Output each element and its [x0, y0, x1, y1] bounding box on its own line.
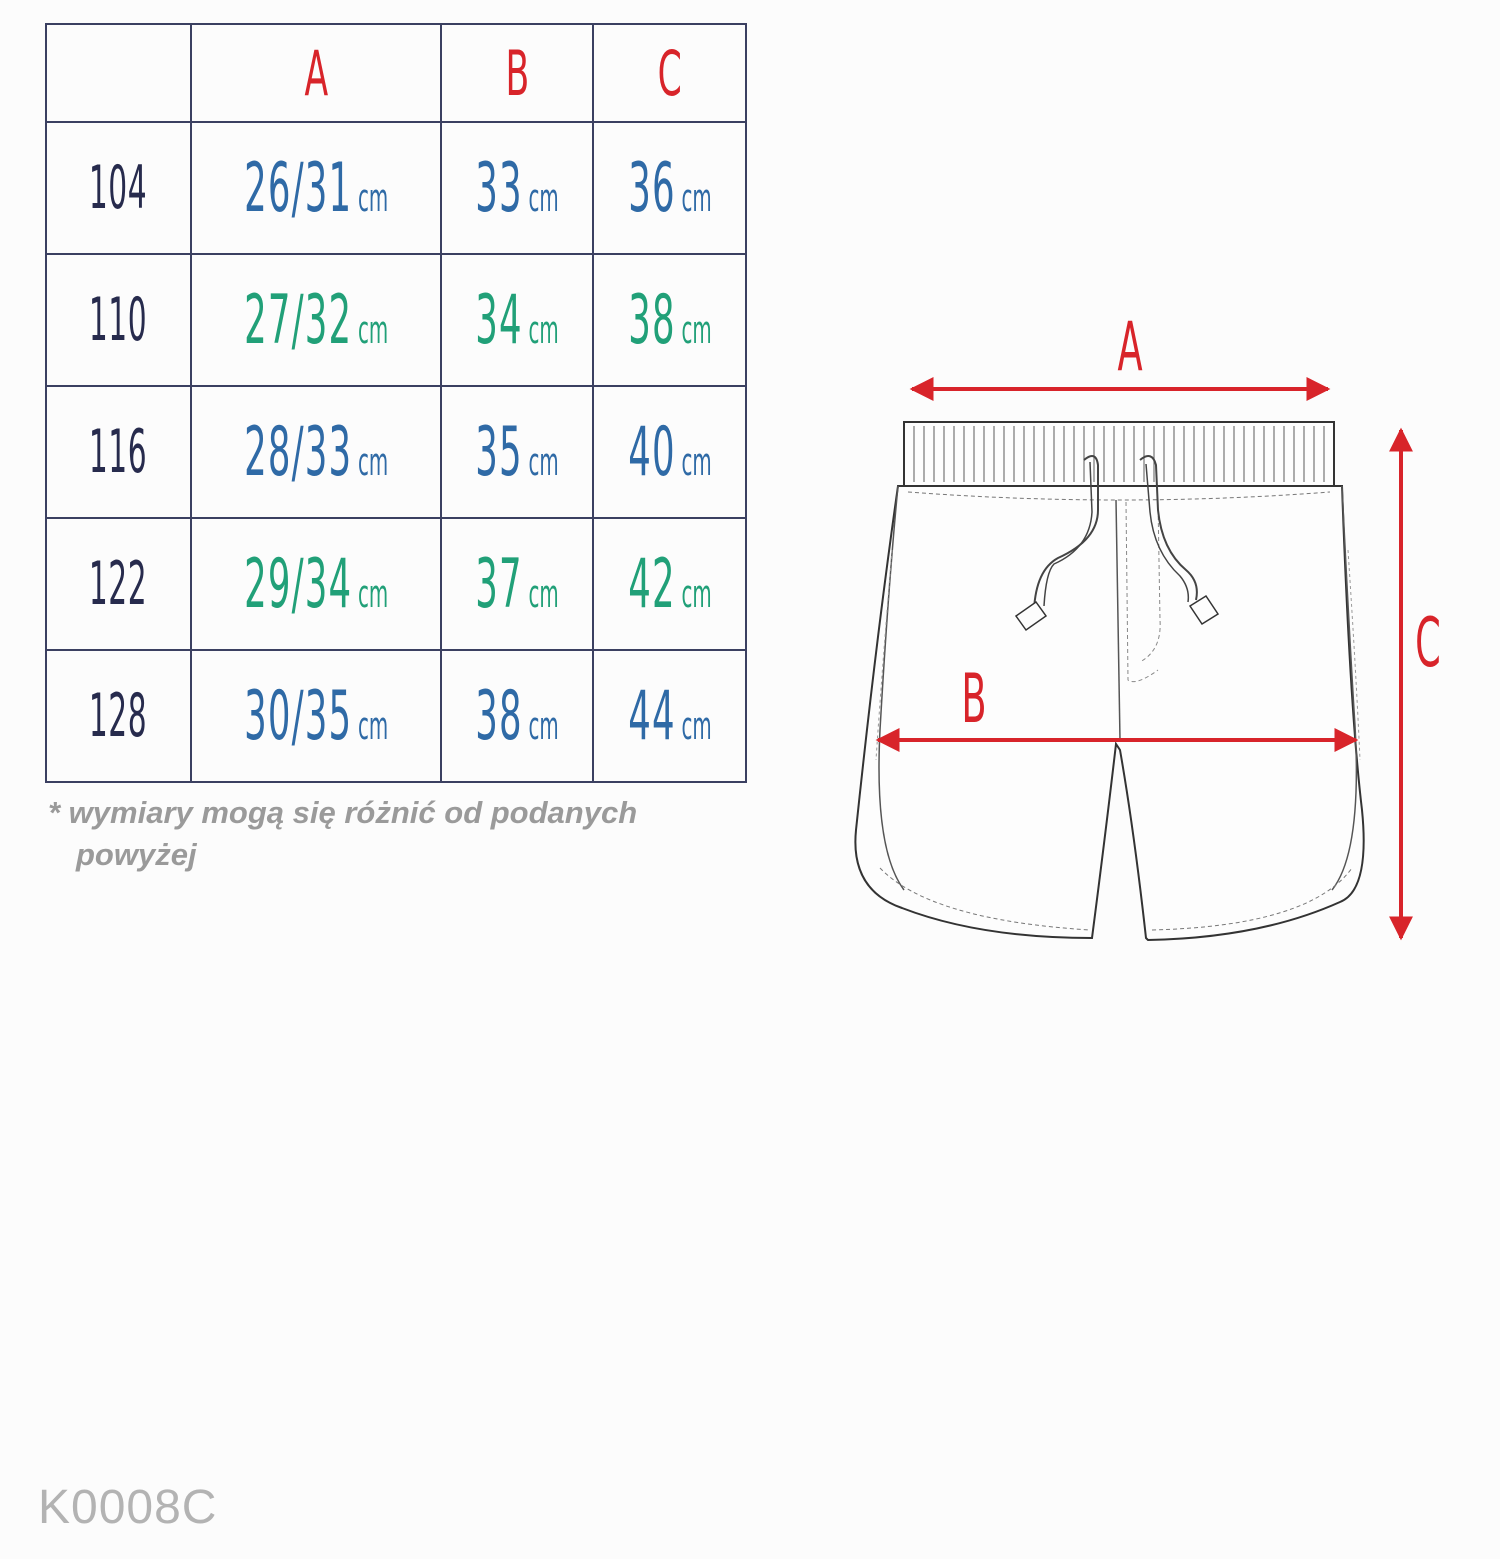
- table-row: [46, 518, 746, 650]
- measure-b-cell: 38 cm: [441, 650, 593, 782]
- size-cell: 104: [46, 122, 191, 254]
- shorts-diagram: [840, 290, 1460, 970]
- table-header-row: [46, 24, 746, 122]
- measure-a-cell: 29/34 cm: [191, 518, 441, 650]
- measure-c-cell: 44 cm: [593, 650, 746, 782]
- measure-c-cell: 42 cm: [593, 518, 746, 650]
- header-cell-c: C: [593, 24, 746, 122]
- measure-b-cell: 34 cm: [441, 254, 593, 386]
- measure-a-cell: 28/33 cm: [191, 386, 441, 518]
- dimension-label-c: C: [1415, 604, 1441, 683]
- measure-c-cell: 38 cm: [593, 254, 746, 386]
- measure-a-cell: 30/35 cm: [191, 650, 441, 782]
- measure-a-cell: 27/32 cm: [191, 254, 441, 386]
- measure-b-cell: 37 cm: [441, 518, 593, 650]
- measure-a-cell: 26/31 cm: [191, 122, 441, 254]
- measure-c-cell: 40 cm: [593, 386, 746, 518]
- table-row: [46, 122, 746, 254]
- header-cell-b: B: [441, 24, 593, 122]
- size-cell: 116: [46, 386, 191, 518]
- header-cell-a: A: [191, 24, 441, 122]
- size-chart-table: [45, 23, 747, 783]
- measure-b-cell: 35 cm: [441, 386, 593, 518]
- dimension-label-a: A: [1117, 308, 1143, 387]
- table-row: [46, 386, 746, 518]
- dimension-label-b: B: [961, 660, 987, 739]
- header-cell-empty: [46, 24, 191, 122]
- table-row: [46, 254, 746, 386]
- size-cell: 122: [46, 518, 191, 650]
- product-code: K0008C: [38, 1481, 218, 1534]
- shorts-outline: [855, 422, 1363, 940]
- table-row: [46, 650, 746, 782]
- disclaimer-note: * wymiary mogą się różnić od podanych powyżej: [48, 795, 638, 872]
- measure-c-cell: 36 cm: [593, 122, 746, 254]
- measure-b-cell: 33 cm: [441, 122, 593, 254]
- size-cell: 110: [46, 254, 191, 386]
- size-cell: 128: [46, 650, 191, 782]
